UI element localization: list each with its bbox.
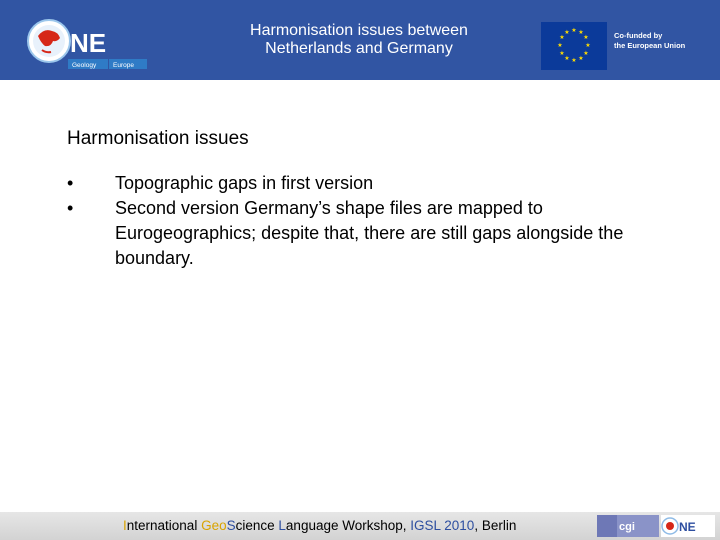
svg-text:★: ★ <box>557 42 563 49</box>
svg-text:★: ★ <box>585 42 591 49</box>
logo-wordmark: NE <box>70 28 107 58</box>
svg-text:★: ★ <box>583 50 589 57</box>
logo-sub-left: Geology <box>72 62 97 69</box>
bullet-item <box>67 196 667 271</box>
svg-text:★: ★ <box>571 57 577 64</box>
footer-part: cience <box>235 518 279 533</box>
bullet-item <box>67 171 667 196</box>
bullet-list <box>67 171 667 271</box>
logo-sub-right: Europe <box>113 62 134 69</box>
footer-logos <box>597 515 715 537</box>
header-bar <box>0 0 720 80</box>
bullet-dot: • <box>67 198 74 218</box>
page-title-line1: Harmonisation issues between <box>250 22 468 39</box>
bullet-text: Topographic gaps in first version <box>115 173 374 193</box>
footer-caption <box>123 518 516 533</box>
cgi-logo-text: cgi <box>619 521 635 533</box>
footer-part: Geo <box>201 518 227 533</box>
svg-text:★: ★ <box>559 34 565 41</box>
bullet-dot: • <box>67 173 74 193</box>
svg-text:★: ★ <box>578 55 584 62</box>
svg-text:★: ★ <box>578 29 584 36</box>
footer-part: anguage Workshop, <box>285 518 411 533</box>
footer-part: L <box>278 518 286 533</box>
page-title <box>200 22 518 58</box>
svg-text:★: ★ <box>564 29 570 36</box>
eu-text-line2: the European Union <box>614 41 686 50</box>
footer-part: IGSL 2010 <box>410 518 475 533</box>
eu-flag-icon <box>541 22 607 70</box>
eu-text-line1: Co-funded by <box>614 31 663 40</box>
svg-text:★: ★ <box>559 50 565 57</box>
footer-part: , Berlin <box>474 518 517 533</box>
one-logo-text: NE <box>679 520 696 534</box>
footer-part: S <box>226 518 236 533</box>
eu-cofunded-text <box>614 31 685 51</box>
content-heading: Harmonisation issues <box>67 128 249 149</box>
footer-part: I <box>123 518 127 533</box>
page-title-line2: Netherlands and Germany <box>265 40 453 57</box>
svg-text:★: ★ <box>583 34 589 41</box>
footer-part: nternational <box>126 518 202 533</box>
svg-text:★: ★ <box>571 27 577 34</box>
bullet-text: Second version Germany’s shape files are mapped to Eurogeographics; despite that, there are still gaps alongside the boundary. <box>115 198 624 268</box>
onegeology-europe-logo <box>26 18 148 70</box>
svg-text:★: ★ <box>564 55 570 62</box>
